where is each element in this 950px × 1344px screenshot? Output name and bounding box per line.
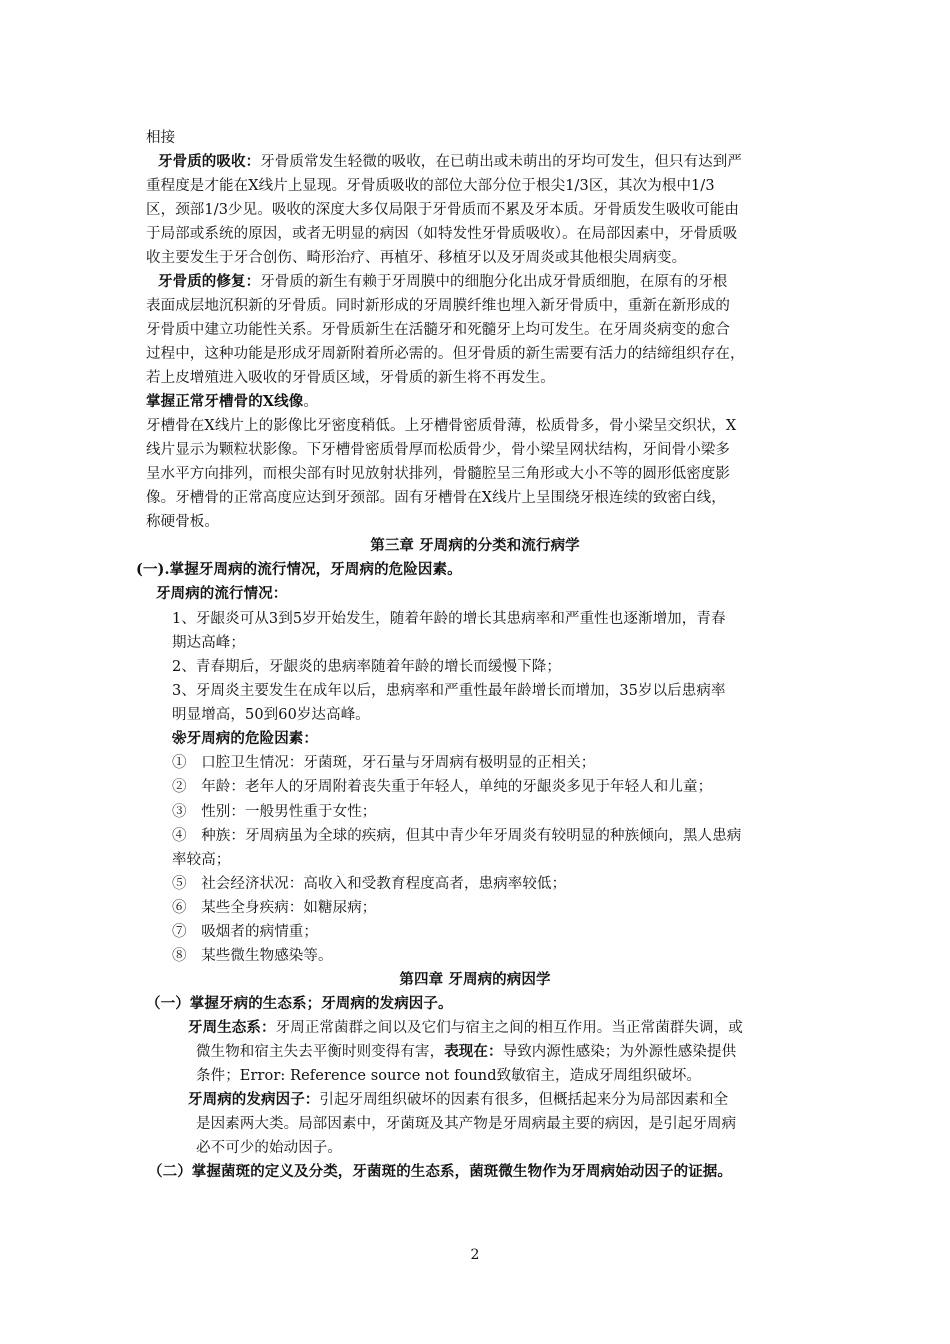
text-run: ① 口腔卫生情况：牙菌斑，牙石量与牙周病有极明显的正相关； [172,755,596,771]
text-line [188,1088,728,1112]
text-run: 若上皮增殖进入吸收的牙骨质区域，牙骨质的新生将不再发生。 [146,370,555,386]
text-run: 称硬骨板。 [146,514,219,530]
text-line [158,150,742,174]
text-line [146,246,686,270]
text-run: 必不可少的始动因子。 [196,1140,342,1156]
text-line [172,751,595,775]
text-run: ⑥ 某些全身疾病：如糖尿病； [172,900,377,916]
text-line [146,510,219,534]
bold-text-run: ❀牙周病的危险因素： [172,730,318,747]
text-line [172,703,370,727]
text-line [172,679,726,703]
text-run: ③ 性别：一般男性重于女性； [172,804,377,820]
text-line [196,1064,701,1088]
text-line [172,872,566,896]
text-line [172,727,318,751]
text-run: 线片显示为颗粒状影像。下牙槽骨密质骨厚而松质骨少，骨小梁呈网状结构，牙间骨小梁多 [146,442,730,458]
text-line [146,486,726,510]
text-line [146,342,745,366]
text-run: 重程度是才能在X线片上显现。牙骨质吸收的部位大部分位于根尖1/3区，其次为根中1/3 [146,178,715,194]
text-run: 像。牙槽骨的正常高度应达到牙颈部。固有牙槽骨在X线片上呈围绕牙根连续的致密白线， [146,490,726,506]
text-run: 表面成层地沉积新的牙骨质。同时新形成的牙周膜纤维也埋入新牙骨质中，重新在新形成的 [146,298,730,314]
text-line [146,438,730,462]
bold-text-run: （一）掌握牙病的生态系；牙周病的发病因子。 [146,995,453,1012]
text-line [158,270,727,294]
bold-text-run: (一).掌握牙周病的流行情况，牙周病的危险因素。 [136,561,462,578]
text-run: ② 年龄：老年人的牙周附着丧失重于年轻人，单纯的牙龈炎多见于年轻人和儿童； [172,779,713,795]
text-run: 牙骨质的新生有赖于牙周膜中的细胞分化出成牙骨质细胞，在原有的牙根 [260,274,728,290]
bold-text-run: 牙骨质的吸收： [158,153,261,170]
text-run: 呈水平方向排列，而根尖部有时见放射状排列，骨髓腔呈三角形或大小不等的圆形低密度影 [146,466,730,482]
text-line [0,534,950,558]
bold-text-run: 牙周病的流行情况： [156,585,288,602]
bold-text-run: 牙周病的发病因子： [188,1091,320,1108]
text-line [0,968,950,992]
page-number: 2 [470,1247,480,1263]
text-run: 牙骨质常发生轻微的吸收，在已萌出或未萌出的牙均可发生，但只有达到严 [260,154,742,170]
text-line [146,222,737,246]
text-line [146,174,715,198]
bold-text-run: 表现在： [444,1043,503,1060]
text-line [196,1040,736,1064]
text-line [148,1160,732,1184]
text-line [146,390,318,414]
bold-text-run: 牙周生态系： [188,1019,276,1036]
text-run: 。 [303,394,318,410]
text-line [188,1016,743,1040]
text-run: 明显增高，50到60岁达高峰。 [172,707,370,723]
text-run: 导致内源性感染；为外源性感染提供 [502,1044,737,1060]
text-line [172,631,245,655]
text-run: 过程中，这种功能是形成牙周新附着所必需的。但牙骨质的新生需要有活力的结缔组织存在， [146,346,745,362]
text-line [146,294,730,318]
bold-text-run: 第三章 牙周病的分类和流行病学 [370,537,580,554]
text-line [172,607,726,631]
text-run: 期达高峰； [172,635,245,651]
text-line [172,775,712,799]
text-run: 收主要发生于牙合创伤、畸形治疗、再植牙、移植牙以及牙周炎或其他根尖周病变。 [146,250,687,266]
text-line [172,800,376,824]
text-line [172,848,230,872]
text-line [146,198,739,222]
bold-text-run: 第四章 牙周病的病因学 [399,971,551,988]
text-line [156,582,287,606]
text-run: 牙骨质中建立功能性关系。牙骨质新生在活髓牙和死髓牙上均可发生。在牙周炎病变的愈合 [146,322,730,338]
bold-text-run: （二）掌握菌斑的定义及分类，牙菌斑的生态系，菌斑微生物作为牙周病始动因子的证据。 [148,1163,732,1180]
text-line [172,655,561,679]
text-line [146,366,555,390]
text-run: 微生物和宿主失去平衡时则变得有害， [196,1044,445,1060]
text-line [146,414,736,438]
text-run: 区，颈部1/3少见。吸收的深度大多仅局限于牙骨质而不累及牙本质。牙骨质发生吸收可能由 [146,202,740,218]
text-line [146,462,730,486]
bold-text-run: 掌握正常牙槽骨的X线像 [146,393,304,410]
bold-text-run: 牙骨质的修复： [158,273,261,290]
text-run: 相接 [146,130,176,146]
text-run: 于局部或系统的原因，或者无明显的病因（如特发性牙骨质吸收）。在局部因素中，牙骨质吸 [146,226,738,242]
text-line [172,896,376,920]
text-run: 条件；Error: Reference source not found致敏宿主，造成牙周组织破坏。 [196,1068,702,1084]
text-line [172,920,318,944]
text-line [136,558,462,582]
text-run: ④ 种族：牙周病虽为全球的疾病，但其中青少年牙周炎有较明显的种族倾向，黑人患病 [172,828,742,844]
text-run: 1、牙龈炎可从3到5岁开始发生，随着年龄的增长其患病率和严重性也逐渐增加，青春 [172,611,726,627]
text-line [196,1112,736,1136]
text-run: 是因素两大类。局部因素中，牙菌斑及其产物是牙周病最主要的病因，是引起牙周病 [196,1116,737,1132]
text-line [146,992,453,1016]
text-line [172,944,333,968]
text-run: 2、青春期后，牙龈炎的患病率随着年龄的增长而缓慢下降； [172,659,561,675]
text-run: 牙周正常菌群之间以及它们与宿主之间的相互作用。当正常菌群失调，或 [275,1020,743,1036]
text-run: 率较高； [172,852,231,868]
text-run: 3、牙周炎主要发生在成年以后，患病率和严重性最年龄增长而增加，35岁以后患病率 [172,683,726,699]
text-line [172,824,741,848]
text-run: 牙槽骨在X线片上的影像比牙密度稍低。上牙槽骨密质骨薄，松质骨多，骨小梁呈交织状，X [146,418,737,434]
text-line [146,318,730,342]
text-run: ⑧ 某些微生物感染等。 [172,948,333,964]
text-run: ⑦ 吸烟者的病情重； [172,924,318,940]
text-line [196,1136,342,1160]
text-run: ⑤ 社会经济状况：高收入和受教育程度高者，患病率较低； [172,876,567,892]
text-line [146,126,175,150]
text-run: 引起牙周组织破坏的因素有很多，但概括起来分为局部因素和全 [319,1092,729,1108]
